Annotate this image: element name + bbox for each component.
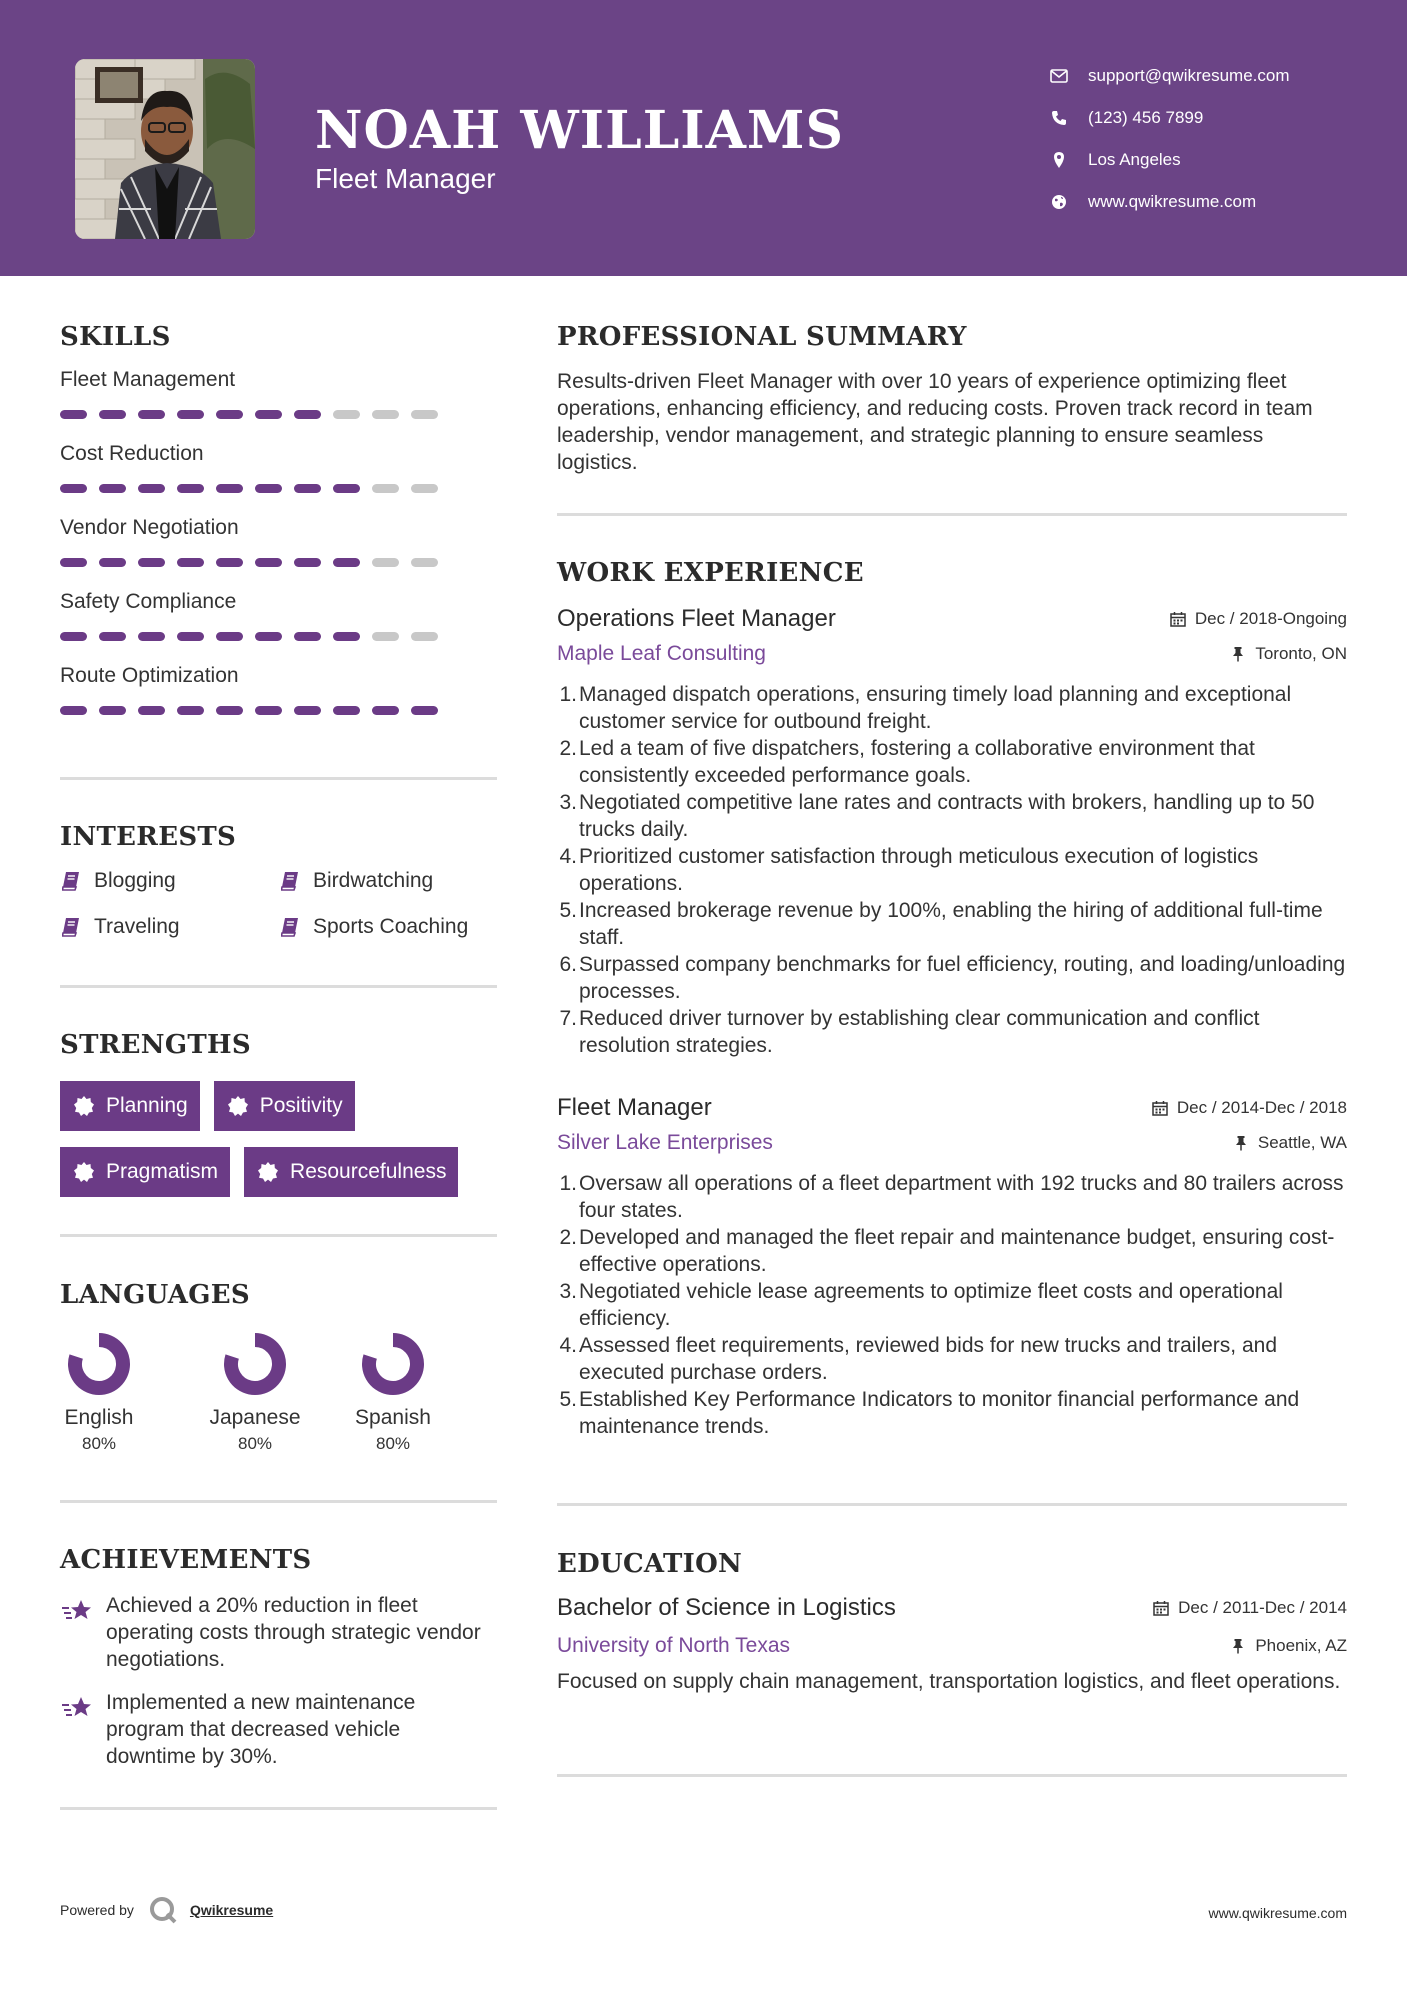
skill-segment (411, 632, 438, 641)
skill-segment (99, 632, 126, 641)
skill-segment (177, 632, 204, 641)
job-location-text: Toronto, ON (1255, 644, 1347, 663)
section-divider (557, 1774, 1347, 1777)
skill-segment (177, 484, 204, 493)
skill-segment (216, 484, 243, 493)
skills-list (60, 364, 497, 734)
job-location (1229, 644, 1347, 664)
skill-item (60, 438, 497, 494)
skill-segment (411, 558, 438, 567)
skill-segment (99, 410, 126, 419)
duty-text: Negotiated vehicle lease agreements to optimize fleet costs and operational efficiency. (579, 1280, 1283, 1330)
job-dates (1169, 609, 1347, 629)
skill-segment (99, 706, 126, 715)
duty-item (557, 735, 1347, 789)
skill-segment (255, 484, 282, 493)
skill-segment (255, 558, 282, 567)
globe-icon (1048, 191, 1070, 213)
envelope-icon (1048, 65, 1070, 87)
language-item (320, 1332, 466, 1454)
skill-segment (177, 558, 204, 567)
duty-text: Developed and managed the fleet repair and maintenance budget, ensuring cost-effective operations. (579, 1226, 1335, 1276)
duty-number: 1. (559, 683, 577, 706)
job-entry (557, 1090, 1347, 1440)
duty-number: 5. (559, 1388, 577, 1411)
badge-icon (228, 1096, 248, 1116)
footer-website[interactable]: www.qwikresume.com (1208, 1905, 1347, 1921)
contact-website-text: www.qwikresume.com (1088, 192, 1257, 211)
powered-by-label: Powered by (60, 1902, 134, 1918)
job-dates (1151, 1098, 1347, 1118)
duty-text: Led a team of five dispatchers, fostering a collaborative environment that consistently exceeded performance goals. (579, 737, 1255, 787)
language-name: Spanish (355, 1406, 431, 1429)
duty-text: Assessed fleet requirements, reviewed bids for new trucks and trailers, and executed purchase orders. (579, 1334, 1277, 1384)
skill-item (60, 660, 497, 716)
skill-segment (411, 706, 438, 715)
skill-level-bar (60, 706, 497, 716)
duty-number: 2. (559, 737, 577, 760)
duty-item (557, 1170, 1347, 1224)
skill-name: Safety Compliance (60, 590, 237, 613)
skill-segment (294, 558, 321, 567)
achievement-item (60, 1689, 497, 1770)
calendar-icon (1152, 1599, 1170, 1617)
skill-level-bar (60, 632, 497, 642)
job-entry (557, 601, 1347, 1059)
footer-powered-by (60, 1895, 273, 1925)
badge-icon (74, 1162, 94, 1182)
skill-name: Fleet Management (60, 368, 236, 391)
qwikresume-logo-icon (148, 1895, 178, 1925)
skill-segment (294, 706, 321, 715)
skill-segment (60, 706, 87, 715)
book-icon (279, 870, 301, 892)
candidate-title: Fleet Manager (315, 163, 496, 194)
summary-heading: PROFESSIONAL SUMMARY (557, 322, 967, 352)
location-pin-icon (1048, 149, 1070, 171)
skill-name: Cost Reduction (60, 442, 204, 465)
skill-segment (372, 484, 399, 493)
skill-name: Vendor Negotiation (60, 516, 239, 539)
education-dates-text: Dec / 2011-Dec / 2014 (1178, 1598, 1347, 1617)
experience-heading: WORK EXPERIENCE (557, 558, 864, 588)
duty-text: Established Key Performance Indicators to monitor financial performance and maintenance trends. (579, 1388, 1300, 1438)
skill-segment (294, 632, 321, 641)
language-percent: 80% (375, 1434, 411, 1453)
job-title: Operations Fleet Manager (557, 605, 836, 632)
strengths-heading: STRENGTHS (60, 1030, 251, 1060)
interest-label: Birdwatching (313, 869, 434, 892)
skill-segment (294, 410, 321, 419)
company-name: Maple Leaf Consulting (557, 642, 766, 665)
contact-list (1048, 55, 1388, 223)
strength-badge (60, 1147, 230, 1197)
pushpin-icon (1229, 1637, 1247, 1655)
strength-badge (244, 1147, 458, 1197)
duty-text: Managed dispatch operations, ensuring timely load planning and exceptional customer service for outbound freight. (579, 683, 1292, 733)
education-entry (557, 1590, 1347, 1695)
badge-icon (258, 1162, 278, 1182)
phone-icon (1048, 107, 1070, 129)
section-divider (60, 985, 497, 988)
strength-label: Resourcefulness (290, 1160, 447, 1183)
skill-segment (372, 410, 399, 419)
skill-level-bar (60, 410, 497, 420)
skill-level-bar (60, 558, 497, 568)
pushpin-icon (1232, 1134, 1250, 1152)
contact-website[interactable] (1048, 181, 1388, 223)
language-ring (361, 1332, 425, 1396)
job-location (1232, 1133, 1347, 1153)
interest-label: Blogging (94, 869, 176, 892)
section-divider (60, 1807, 497, 1810)
duty-item (557, 1332, 1347, 1386)
skill-segment (411, 410, 438, 419)
skill-segment (333, 484, 360, 493)
education-heading: EDUCATION (557, 1549, 743, 1579)
education-description: Focused on supply chain management, transportation logistics, and fleet operations. (557, 1670, 1341, 1693)
job-dates-text: Dec / 2018-Ongoing (1194, 609, 1347, 628)
duty-text: Negotiated competitive lane rates and contracts with brokers, handling up to 50 trucks daily. (579, 791, 1315, 841)
strength-label: Positivity (259, 1094, 343, 1117)
pushpin-icon (1229, 645, 1247, 663)
skill-segment (60, 632, 87, 641)
duty-text: Oversaw all operations of a fleet department with 192 trucks and 80 trailers across four states. (579, 1172, 1344, 1222)
languages-list (26, 1332, 466, 1454)
duty-number: 6. (559, 953, 577, 976)
summary-text: Results-driven Fleet Manager with over 10 years of experience optimizing fleet operations, enhancing efficiency, and reducing costs. Proven track record in team leadership, vendor management, and strategic planning to ensure seamless logistics. (557, 370, 1313, 474)
interest-item (60, 866, 279, 896)
language-percent: 80% (81, 1434, 117, 1453)
duty-number: 3. (559, 791, 577, 814)
candidate-name: NOAH WILLIAMS (315, 100, 845, 161)
achievement-item (60, 1592, 497, 1673)
duty-item (557, 1278, 1347, 1332)
education-location-text: Phoenix, AZ (1255, 1636, 1347, 1655)
star-icon (60, 1594, 94, 1628)
duty-number: 5. (559, 899, 577, 922)
skill-segment (216, 706, 243, 715)
calendar-icon (1169, 610, 1187, 628)
duty-item (557, 681, 1347, 735)
duty-item (557, 843, 1347, 897)
book-icon (60, 870, 82, 892)
achievements-list (60, 1592, 497, 1786)
duty-item (557, 1005, 1347, 1059)
duty-number: 3. (559, 1280, 577, 1303)
duty-text: Reduced driver turnover by establishing clear communication and conflict resolution strategies. (579, 1007, 1260, 1057)
duty-item (557, 1386, 1347, 1440)
book-icon (279, 916, 301, 938)
skill-segment (216, 632, 243, 641)
achievements-heading: ACHIEVEMENTS (60, 1545, 312, 1575)
interest-label: Sports Coaching (313, 915, 469, 938)
duty-number: 1. (559, 1172, 577, 1195)
job-dates-text: Dec / 2014-Dec / 2018 (1176, 1098, 1347, 1117)
interests-list (60, 866, 497, 942)
section-divider (60, 1500, 497, 1503)
language-name: Japanese (209, 1406, 301, 1429)
duty-item (557, 1224, 1347, 1278)
skill-name: Route Optimization (60, 664, 239, 687)
skill-segment (99, 484, 126, 493)
job-location-text: Seattle, WA (1257, 1133, 1347, 1152)
skill-segment (255, 632, 282, 641)
duty-number: 7. (559, 1007, 577, 1030)
skill-segment (138, 706, 165, 715)
strength-label: Pragmatism (106, 1160, 219, 1183)
language-item (182, 1332, 328, 1454)
skill-segment (255, 706, 282, 715)
contact-location (1048, 139, 1388, 181)
language-ring (223, 1332, 287, 1396)
skill-segment (177, 706, 204, 715)
duty-text: Surpassed company benchmarks for fuel efficiency, routing, and loading/unloading processes. (579, 953, 1346, 1003)
language-item (26, 1332, 172, 1454)
resume-header (0, 0, 1407, 276)
degree-title: Bachelor of Science in Logistics (557, 1594, 896, 1621)
interest-item (279, 866, 479, 896)
skill-segment (372, 558, 399, 567)
section-divider (60, 777, 497, 780)
skill-level-bar (60, 484, 497, 494)
job-duties (557, 1170, 1347, 1440)
skill-segment (333, 632, 360, 641)
duty-number: 4. (559, 845, 577, 868)
skill-segment (333, 558, 360, 567)
skill-item (60, 364, 497, 420)
skills-heading: SKILLS (60, 322, 171, 352)
qwikresume-link[interactable]: Qwikresume (189, 1902, 274, 1918)
contact-phone[interactable] (1048, 97, 1388, 139)
language-ring (67, 1332, 131, 1396)
star-icon (60, 1691, 94, 1725)
skill-segment (99, 558, 126, 567)
strengths-list (60, 1081, 500, 1197)
skill-segment (60, 558, 87, 567)
contact-location-text: Los Angeles (1088, 150, 1181, 169)
skill-segment (60, 484, 87, 493)
book-icon (60, 916, 82, 938)
profile-photo (75, 59, 255, 239)
skill-segment (255, 410, 282, 419)
language-ring-arc (369, 1340, 417, 1388)
skill-segment (138, 632, 165, 641)
job-duties (557, 681, 1347, 1059)
language-percent: 80% (237, 1434, 273, 1453)
duty-text: Increased brokerage revenue by 100%, enabling the hiring of additional full-time staff. (579, 899, 1323, 949)
section-divider (557, 1503, 1347, 1506)
duty-item (557, 951, 1347, 1005)
interests-heading: INTERESTS (60, 822, 237, 852)
achievement-text: Implemented a new maintenance program that decreased vehicle downtime by 30%. (106, 1691, 416, 1768)
duty-item (557, 897, 1347, 951)
language-ring-arc (75, 1340, 123, 1388)
skill-segment (177, 410, 204, 419)
duty-number: 2. (559, 1226, 577, 1249)
achievement-text: Achieved a 20% reduction in fleet operating costs through strategic vendor negotiations. (106, 1594, 481, 1671)
language-name: English (64, 1406, 134, 1429)
strength-badge (60, 1081, 200, 1131)
skill-item (60, 586, 497, 642)
duty-number: 4. (559, 1334, 577, 1357)
company-name: Silver Lake Enterprises (557, 1131, 773, 1154)
interest-label: Traveling (94, 915, 180, 938)
skill-segment (216, 558, 243, 567)
skill-segment (138, 558, 165, 567)
skill-segment (60, 410, 87, 419)
school-name: University of North Texas (557, 1634, 791, 1657)
calendar-icon (1151, 1099, 1169, 1117)
interest-item (60, 912, 279, 942)
duty-item (557, 789, 1347, 843)
language-ring-arc (231, 1340, 279, 1388)
strength-label: Planning (106, 1094, 188, 1117)
skill-segment (216, 410, 243, 419)
education-dates (1152, 1598, 1347, 1618)
interest-item (279, 912, 479, 942)
skill-segment (294, 484, 321, 493)
skill-segment (372, 706, 399, 715)
section-divider (60, 1234, 497, 1237)
contact-email[interactable] (1048, 55, 1388, 97)
skill-segment (138, 410, 165, 419)
contact-phone-text: (123) 456 7899 (1088, 108, 1204, 127)
skill-segment (411, 484, 438, 493)
job-title: Fleet Manager (557, 1094, 712, 1121)
duty-text: Prioritized customer satisfaction through meticulous execution of logistics operations. (579, 845, 1259, 895)
education-location (1229, 1636, 1347, 1656)
skill-item (60, 512, 497, 568)
section-divider (557, 513, 1347, 516)
skill-segment (138, 484, 165, 493)
skill-segment (333, 410, 360, 419)
badge-icon (74, 1096, 94, 1116)
strength-badge (214, 1081, 355, 1131)
skill-segment (333, 706, 360, 715)
contact-email-text: support@qwikresume.com (1088, 66, 1290, 85)
skill-segment (372, 632, 399, 641)
languages-heading: LANGUAGES (60, 1280, 250, 1310)
